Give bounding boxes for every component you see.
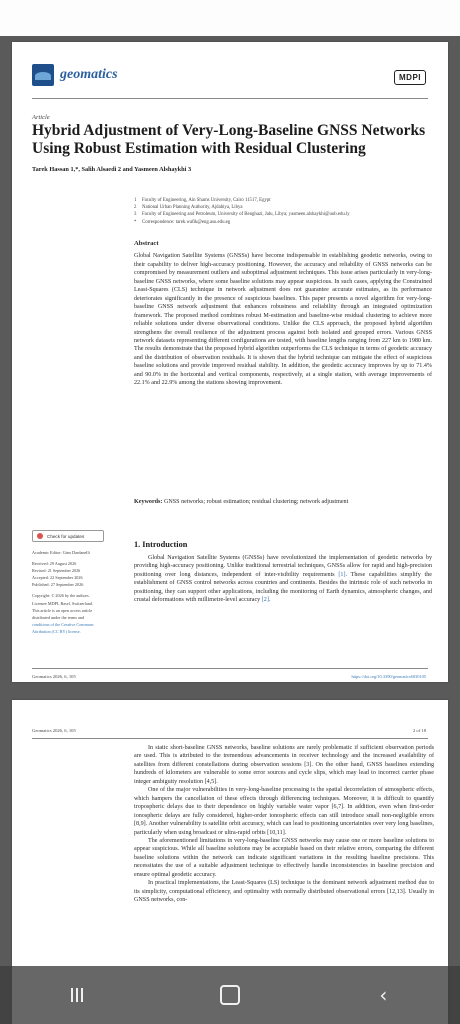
recent-apps-icon	[71, 988, 83, 1002]
check-for-updates-button[interactable]	[32, 530, 104, 542]
keywords-text: GNSS networks; robust estimation; residual clustering; network adjustment	[163, 499, 349, 505]
back-button[interactable]	[353, 977, 413, 1013]
header-rule	[32, 738, 428, 739]
affiliation-item: 3 Faculty of Engineering and Petroleum, University of Benghazi, Jalu, Libya; yasmeen.alshaykhi@uob.edu.ly	[134, 212, 350, 218]
metadata-line: This article is an open access article	[32, 607, 93, 613]
body-paragraph: In static short-baseline GNSS networks, baseline solutions are rarely problematic if sufficient observation periods are used. This is attributed to the tremendous advancements in receiver technology and the increased availability of satellites from different constellations during observation sessions [3]. On the other hand, GNSS baselines extending hundreds of kilometers are vulnerable to some error sources and cycle slips, which may lead to incorrect carrier phase integer ambiguity resolution [4,5].	[134, 745, 434, 785]
journal-logo	[32, 64, 118, 86]
affiliations	[134, 197, 434, 226]
metadata-line: Published: 27 September 2026	[32, 582, 84, 588]
metadata-line: distributed under the terms and	[32, 614, 85, 620]
metadata-line: Revised: 21 September 2026	[32, 568, 81, 574]
body-paragraph: One of the major vulnerabilities in very-long-baseline processing is the spatial decorrelation of atmospheric effects, which hampers the cancellation of these effects through differencing techniques. Moreover, it is difficult to quantify tropospheric delays due to their dependence on highly variable water vapor [6,7]. In addition, even when first-order ionospheric delays are fully considered, higher-order ionospheric effects can still introduce small non-negligible errors [8,9]. Another vulnerability is satellite orbit accuracy, which can lead to positioning uncertainties over very long baselines, particularly when using broadcast or ultra-rapid orbits [10,11].	[134, 787, 434, 836]
running-header: Geomatics 2026, 6, 105	[32, 728, 76, 733]
header-rule	[32, 98, 428, 99]
recent-apps-button[interactable]	[47, 977, 107, 1013]
body-paragraph: The aforementioned limitations in very-long-baseline GNSS networks may cause one or more baseline solutions to appear suspicious. While all baseline solutions may be acceptable based on their relative errors, comparing the different baseline solutions within the network can indicate significant variations in the resulting baseline precisions. This necessitates the use of a suitable adjustment technique to effectively handle inconsistencies in baseline precision and ensure optimal geodetic accuracy.	[134, 837, 434, 878]
metadata-line: Accepted: 22 September 2026	[32, 575, 83, 581]
abstract	[134, 240, 432, 388]
metadata-line: Academic Editor: Gino Dardanelli	[32, 550, 90, 555]
paper-title: Hybrid Adjustment of Very-Long-Baseline GNSS Networks Using Robust Estimation with Residual Clustering	[32, 122, 426, 157]
affiliation-item: * Correspondence: tarek.wafik@eng.asu.edu.eg	[134, 219, 231, 225]
publisher-logo: MDPI	[394, 70, 426, 85]
article-type: Article	[32, 114, 50, 121]
home-button[interactable]	[200, 977, 260, 1013]
footer-rule	[32, 668, 428, 669]
keywords-label: Keywords:	[134, 499, 163, 505]
metadata-line: Received: 29 August 2026	[32, 561, 77, 567]
check-updates-icon	[37, 533, 43, 539]
system-navigation-bar	[0, 966, 460, 1024]
citation-link[interactable]: [2]	[261, 597, 269, 604]
affiliation-item: 1 Faculty of Engineering, Ain Shams University, Cairo 11517, Egypt	[134, 198, 271, 203]
license-link[interactable]: Attribution (CC BY) license.	[32, 628, 81, 634]
page-number: 2 of 18	[412, 728, 426, 733]
citation-link[interactable]: [1]	[338, 571, 346, 578]
body-text	[134, 744, 434, 905]
introduction-paragraph: Global Navigation Satellite Systems (GNSSs) have revolutionized the implementation of geodetic networks by providing high-accuracy positioning. Unlike traditional terrestrial techniques, GNSSs allow for rapid and high-precision positioning over long distances, independent of inter-visibility requirements [1]. These capabilities simplify the establishment of GNSS control networks across countries and continents. Besides the intrinsic role of such networks in positioning, they can support other applications, including the monitoring of Earth dynamics, atmospheric changes, and crustal deformations with millimetre-level accuracy [2].	[134, 555, 432, 604]
keywords	[134, 498, 432, 506]
author-list: Tarek Hassan 1,*, Salih Alsaedi 2 and Yasmeen Alshaykhi 3	[32, 166, 192, 173]
affiliation-item: 2 National Urban Planning Authority, Ajdabiya, Libya	[134, 205, 243, 211]
footer-citation: Geomatics 2026, 6, 105	[32, 674, 76, 679]
pdf-page-1	[12, 42, 448, 682]
metadata-line: Licensee MDPI, Basel, Switzerland.	[32, 600, 93, 606]
home-icon	[220, 985, 240, 1005]
journal-logo-icon	[32, 64, 54, 86]
body-paragraph: In practical implementations, the Least-Squares (LS) technique is the dominant network adjustment method due to its simplicity, computational efficiency, and optimality with normally distributed observational errors [12,13]. Usually in GNSS networks, con-	[134, 880, 434, 904]
abstract-heading: Abstract	[134, 240, 159, 247]
metadata-line: Copyright: © 2026 by the authors.	[32, 593, 90, 599]
check-updates-label: Check for updates	[47, 533, 85, 539]
journal-name: geomatics	[60, 67, 118, 82]
section-heading: 1. Introduction	[134, 540, 188, 549]
back-icon: ‹	[379, 983, 388, 1007]
viewer-top-bar	[0, 0, 460, 36]
license-link[interactable]: conditions of the Creative Commons	[32, 621, 94, 627]
article-metadata	[32, 549, 124, 635]
doi-link[interactable]: https://doi.org/10.3390/geomatics6030105	[351, 674, 426, 679]
abstract-text: Global Navigation Satellite Systems (GNSSs) have become indispensable in establishing geodetic networks, owing to their capability to deliver high-accuracy positioning. However, the accuracy and reliability of GNSS networks can be compromised by measurement outliers and suboptimal adjustment techniques. This issue arises particularly in very-long-baseline GNSS networks, where some baseline solutions may appear suspicious. In such cases, applying the Constrained Least-Squares (CLS) technique in network adjustment does not guarantee accurate estimates, as its performance deteriorates significantly in the presence of suspicious baselines. This paper presents a novel algorithm for very-long-baseline GNSS network adjustment that enhances robustness and reliability through an integrated optimization framework. The proposed method combines robust M-estimation and baseline-wise residual clustering to achieve more reliable solutions under diverse observational conditions. Unlike the CLS approach, the proposed hybrid algorithm strengthens the overall resilience of the adjustment process against both isolated and grouped errors. Various GNSS network datasets representing different configurations are tested, with baseline lengths ranging from 227 km to 1980 km. The results demonstrate that the proposed hybrid algorithm outperforms the CLS technique in terms of geodetic accuracy and the distribution of observation residuals. It is shown that the hybrid technique can mitigate the effect of suspicious baseline solutions and provide improved residual stability. In addition, the geodetic accuracy improves by up to 71.4% and 90.0% in the horizontal and vertical components, respectively, at a single station, with average improvements of 22.1% and 22.9% among the stations showing improvement.	[134, 253, 432, 387]
